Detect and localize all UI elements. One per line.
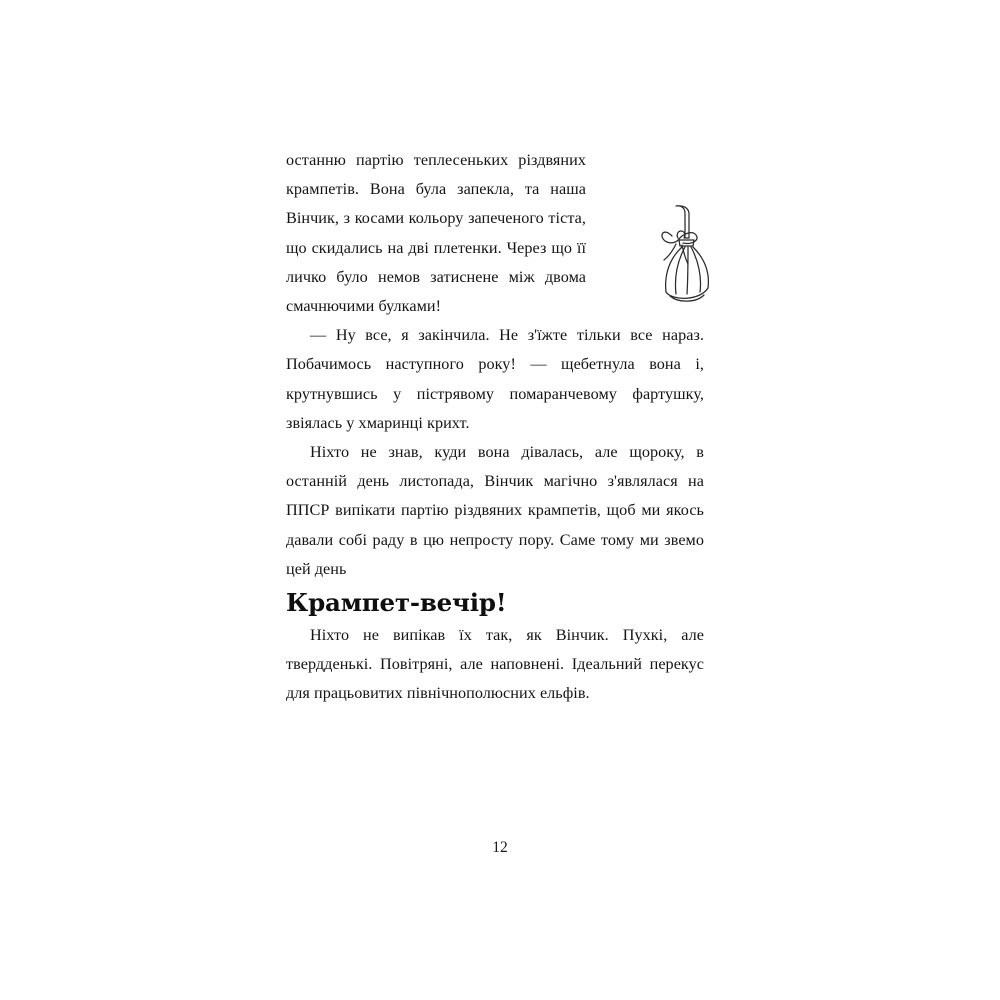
- page-number: 12: [492, 839, 508, 856]
- paragraph-3-text: Ніхто не знав, куди вона дівалась, але щороку, в останній день листопада, Вінчик магічно з'являлася на ППСР випікати партію різдвяних крампетів, щоб ми якось давали собі раду в цю непросту пору. Саме тому ми звемо цей день: [286, 443, 704, 578]
- paragraph-4: [286, 621, 704, 709]
- section-heading: Крампет-вечір!: [286, 588, 507, 618]
- page-text-column: [286, 146, 704, 709]
- paragraph-3: [286, 438, 704, 584]
- paragraph-4-text: Ніхто не випікав їх так, як Вінчик. Пухкі, але твердденькі. Повітряні, але наповнені. Ідеальний перекус для працьовитих північнополюсних ельфів.: [286, 626, 704, 703]
- paragraph-2: [286, 321, 704, 438]
- paragraph-1: [286, 146, 704, 321]
- paragraph-1-text: останню партію теплесеньких різдвяних крампетів. Вона була запекла, та наша Вінчик, з косами кольору запеченого тіста, що скидались на дві плетенки. Через що її личко було немов затиснене між двома смачнючими булками!: [286, 151, 586, 316]
- paragraph-2-text: — Ну все, я закінчила. Не з'їжте тільки все нараз. Побачимось наступного року! — щебетнула вона і, крутнувшись у пістрявому помаранчевому фартушку, звіялась у хмаринці крихт.: [286, 326, 704, 432]
- illustration-wrap-spacer: [592, 150, 704, 272]
